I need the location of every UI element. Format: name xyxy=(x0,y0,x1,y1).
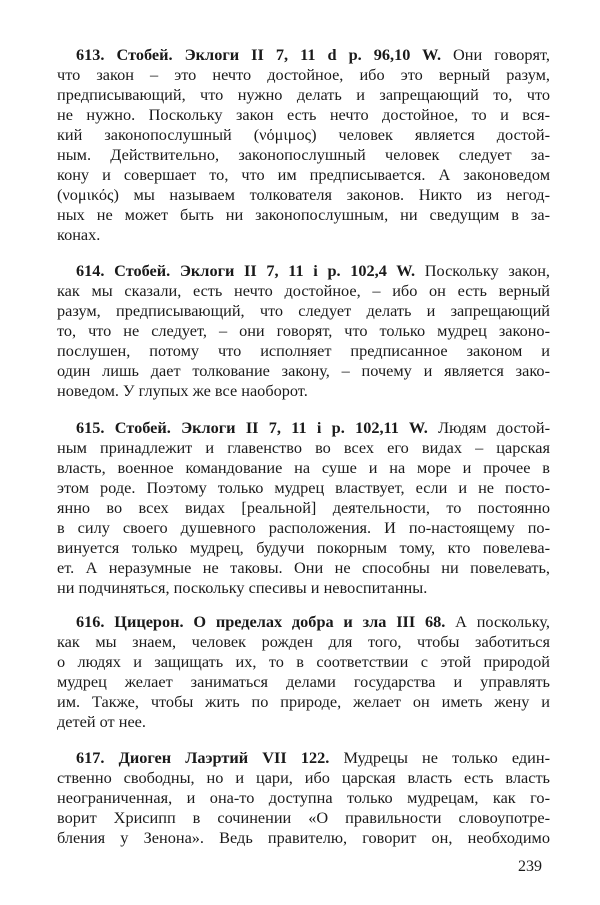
text-line: ет. А неразумные не таковы. Они не способны ни повелевать, xyxy=(57,558,550,577)
paragraph-first-line xyxy=(57,748,550,768)
text-line: кону и совершает то, что им предписывается. А законоведом xyxy=(57,165,550,184)
text-line: о людях и защищать их, то в соответствии с этой природой xyxy=(57,652,550,671)
text-line: ворит Хрисипп в сочинении «О правильности словоупотре- xyxy=(57,808,550,827)
paragraph-first-line xyxy=(57,261,550,281)
paragraph-first-line xyxy=(57,612,550,632)
text-line: то, что не следует, – они говорят, что только мудрец законо- xyxy=(57,321,550,340)
fragment-heading: 616. Цицерон. О пределах добра и зла III 68. xyxy=(76,612,446,631)
fragment-text: Они говорят, xyxy=(441,45,550,64)
fragment-text: Людям достой- xyxy=(427,418,550,437)
text-line: им. Также, чтобы жить по природе, желает он иметь жену и xyxy=(57,692,550,711)
text-line: не нужно. Поскольку закон есть нечто достойное, то и вся- xyxy=(57,105,550,124)
text-line: конах. xyxy=(57,225,101,244)
fragment-heading: 613. Стобей. Эклоги II 7, 11 d p. 96,10 W. xyxy=(76,45,442,64)
text-line: кий законопослушный (νόμιμος) человек является достой- xyxy=(57,125,550,144)
text-line: новедом. У глупых же все наоборот. xyxy=(57,381,308,400)
fragment-614 xyxy=(57,261,550,401)
text-line: неограниченная, и она-то доступна только мудрецам, как го- xyxy=(57,788,550,807)
text-line: как мы знаем, человек рожден для того, чтобы заботиться xyxy=(57,632,550,651)
page-number: 239 xyxy=(518,858,542,875)
fragment-heading: 615. Стобей. Эклоги II 7, 11 i p. 102,11 W. xyxy=(76,418,428,437)
fragment-heading: 617. Диоген Лаэртий VII 122. xyxy=(76,748,330,767)
text-line: как мы сказали, есть нечто достойное, – ибо он есть верный xyxy=(57,281,550,300)
paragraph-first-line xyxy=(57,45,550,65)
fragment-613 xyxy=(57,45,550,245)
text-line: детей от нее. xyxy=(57,712,146,731)
fragment-heading: 614. Стобей. Эклоги II 7, 11 i p. 102,4 W. xyxy=(76,261,416,280)
text-line: ных не может быть ни законопослушным, ни сведущим в за- xyxy=(57,205,550,224)
fragment-616 xyxy=(57,612,550,732)
fragment-text: Мудрецы не только един- xyxy=(329,748,550,767)
text-line: янно во всех видах [реальной] деятельности, то постоянно xyxy=(57,498,550,517)
text-line: винуется только мудрец, будучи покорным тому, кто повелева- xyxy=(57,538,550,557)
text-line: что закон – это нечто достойное, ибо это верный разум, xyxy=(57,65,550,84)
fragment-text: А поскольку, xyxy=(445,612,550,631)
text-line: ным. Действительно, законопослушный человек следует за- xyxy=(57,145,550,164)
fragment-text: Поскольку закон, xyxy=(415,261,551,280)
text-line: (νομικός) мы называем толкователя законов. Никто из негод- xyxy=(57,185,550,204)
text-line: разум, предписывающий, что следует делать и запрещающий xyxy=(57,301,550,320)
paragraph-first-line xyxy=(57,418,550,438)
text-line: послушен, потому что исполняет предписанное законом и xyxy=(57,341,550,360)
text-line: ни подчиняться, поскольку спесивы и невоспитанны. xyxy=(57,578,428,597)
fragment-615 xyxy=(57,418,550,598)
text-line: предписывающий, что нужно делать и запрещающий то, что xyxy=(57,85,550,104)
text-line: этом роде. Поэтому только мудрец властвует, если и не посто- xyxy=(57,478,550,497)
text-line: мудрец желает заниматься делами государства и управлять xyxy=(57,672,550,691)
text-line: ным принадлежит и главенство во всех его видах – царская xyxy=(57,438,550,457)
text-line: в силу своего душевного расположения. И по-настоящему по- xyxy=(57,518,550,537)
text-line: власть, военное командование на суше и на море и прочее в xyxy=(57,458,550,477)
text-line: ственно свободны, но и цари, ибо царская власть есть власть xyxy=(57,768,550,787)
text-line: бления у Зенона». Ведь правителю, говорит он, необходимо xyxy=(57,828,550,847)
fragment-617 xyxy=(57,748,550,848)
text-line: один лишь дает толкование закону, – почему и является зако- xyxy=(57,361,550,380)
